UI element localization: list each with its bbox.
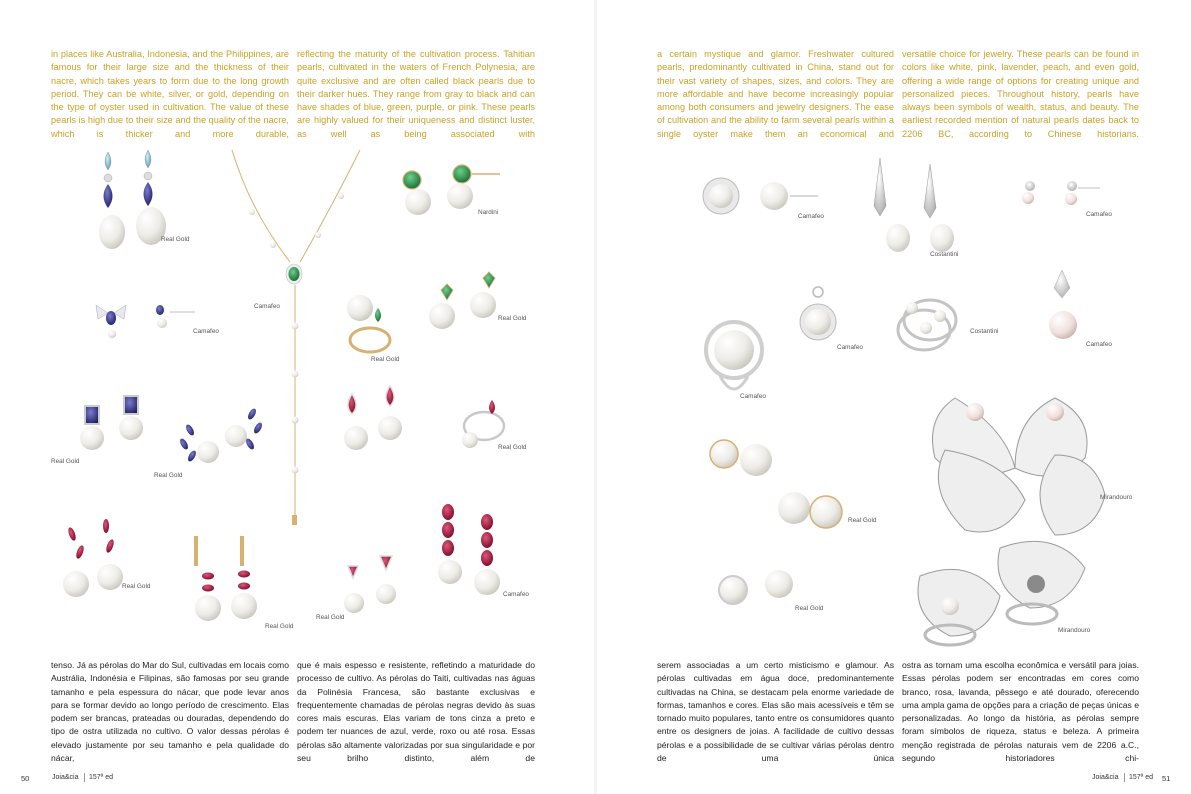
caption-real-gold: Real Gold xyxy=(154,472,183,479)
magazine-name-left: Joia&cia xyxy=(52,774,79,781)
caption-nardini: Nardini xyxy=(478,209,499,216)
caption-costantini: Costantini xyxy=(970,328,999,335)
caption-real-gold: Real Gold xyxy=(371,356,400,363)
caption-real-gold: Real Gold xyxy=(498,444,527,451)
caption-costantini: Costantini xyxy=(930,251,959,258)
caption-real-gold: Real Gold xyxy=(848,517,877,524)
edition-left: 157ª ed xyxy=(89,774,114,781)
caption-real-gold: Real Gold xyxy=(265,623,294,630)
small-diamond-pearl-studs xyxy=(1022,181,1100,205)
caption-camafeo: Camafeo xyxy=(254,303,280,310)
english-text-col4: versatile choice for jewelry. These pearls can be found in colors like white, pink, lavender, peach, and even gold, offering a wide range of options for creating unique and personalized pieces. Throughout history, pearls have always been symbols of wealth, status, and beauty. The earliest recorded mention of natural pearls dates back to 2206 BC, according to Chinese historians. xyxy=(902,49,1139,139)
caption-real-gold: Real Gold xyxy=(122,583,151,590)
halo-pearl-studs xyxy=(703,178,818,214)
caption-mirandouro: Mirandouro xyxy=(1058,627,1091,634)
caption-mirandouro: Mirandouro xyxy=(1100,494,1133,501)
sapphire-leaf-climbers xyxy=(178,407,263,463)
ruby-cluster-drops xyxy=(438,504,500,595)
caption-camafeo: Camafeo xyxy=(740,393,766,400)
portuguese-text-col2: que é mais espesso e resistente, refletindo a maturidade do processo de cultivo. As pérolas do Taiti, cultivadas nas águas da Polinésia Francesa, são bastante exclusivas e frequentemente chamadas de pérolas negras devido às suas cores mais escuras. Elas variam de tons cinza a preto e podem ter nuances de azul, verde, roxo ou até rosa. Essas pérolas são altamente valorizadas por sua singularidade e por seu brilho distinto, além de xyxy=(297,660,535,764)
portuguese-text-col4: ostra as tornam uma escolha econômica e versátil para joias. Essas pérolas podem ser encontradas em cores como branco, rosa, lavanda, pêssego e até dourado, oferecendo uma ampla gama de opções para a criação de peças únicas e personalizadas. Ao longo da história, as pérolas sempre foram símbolos de riqueza, status e beleza. A primeira menção registrada de pérolas naturais vem de 2206 a.C., segundo historiadores chi- xyxy=(902,660,1139,764)
halo-pearl-ring xyxy=(706,322,762,389)
necklace-pearls xyxy=(249,193,344,525)
caption-camafeo: Camafeo xyxy=(1086,341,1112,348)
caption-real-gold: Real Gold xyxy=(316,614,345,621)
emerald-pearl-studs xyxy=(429,272,496,329)
caption-real-gold: Real Gold xyxy=(51,458,80,465)
page-number-left: 50 xyxy=(21,774,30,783)
ruby-marquise-earrings xyxy=(63,519,123,597)
ruby-triangle-studs xyxy=(344,556,396,613)
caption-camafeo: Camafeo xyxy=(837,344,863,351)
caption-real-gold: Real Gold xyxy=(498,315,527,322)
pearl-pendant xyxy=(800,287,836,340)
edition-right: 157ª ed xyxy=(1129,774,1154,781)
butterfly-earrings xyxy=(96,305,195,338)
caption-camafeo: Camafeo xyxy=(193,328,219,335)
portuguese-text-col1: tenso. Já as pérolas do Mar do Sul, cultivadas em locais como Austrália, Indonésia e Filipinas, são famosas por seu grande tamanho e pela espessura do nácar, que pode levar anos para se formar devido ao longo período de crescimento. Elas podem ser brancas, prateadas ou douradas, dependendo do tipo de ostra utilizada no cultivo. O valor dessas pérolas é elevado justamente por seu tamanho e pela qualidade do nácar, xyxy=(51,660,289,764)
caption-camafeo: Camafeo xyxy=(1086,211,1112,218)
ruby-halo-pearl-drops xyxy=(344,386,402,450)
flower-pearl-studs xyxy=(719,570,793,604)
portuguese-text-col3: serem associadas a um certo misticismo e glamour. As pérolas cultivadas em água doce, predominantemente cultivadas na China, se destacam pela enorme variedade de formas, tamanhos e cores. Elas são mais acessíveis e têm se tornado muito populares, tanto entre os consumidores quanto entre os designers de joias. A facilidade de cultivo dessas pérolas e a possibilidade de se cultivar várias pérolas dentro de uma única xyxy=(657,660,894,764)
ruby-flower-hoops xyxy=(195,536,257,621)
ginkgo-leaf-earrings xyxy=(933,398,1106,535)
caption-real-gold: Real Gold xyxy=(161,236,190,243)
pink-pearl-pendant xyxy=(1049,270,1077,339)
star-halo-earrings xyxy=(710,440,842,528)
caption-camafeo: Camafeo xyxy=(503,591,529,598)
page-number-right: 51 xyxy=(1162,774,1171,783)
sapphire-halo-earrings xyxy=(80,396,143,450)
caption-camafeo: Camafeo xyxy=(798,213,824,220)
english-text-col3: a certain mystique and glamor. Freshwater cultured pearls, predominantly cultivated in China, stand out for their vast variety of shapes, sizes, and colors. They are more affordable and have become increasingly popular among both consumers and jewelry designers. The ease of cultivation and the ability to farm several pearls within a single oyster make them an economical and xyxy=(657,49,894,139)
english-text-col2: reflecting the maturity of the cultivation process. Tahitian pearls, cultivated in the waters of French Polynesia, are quite exclusive and are often called black pearls due to their darker hues. They range from gray to black and can have shades of blue, green, purple, or pink. These pearls are highly valued for their uniqueness and distinct luster, as well as being associated with xyxy=(297,49,535,139)
footer-divider xyxy=(84,773,85,782)
footer-divider xyxy=(1124,773,1125,782)
emerald-y-necklace xyxy=(232,150,360,520)
caption-real-gold: Real Gold xyxy=(795,605,824,612)
diamond-drop-earrings xyxy=(874,158,954,252)
multi-band-pearl-ring xyxy=(898,300,956,350)
magazine-name-right: Joia&cia xyxy=(1092,774,1119,781)
aquamarine-pearl-earrings xyxy=(99,150,166,249)
english-text-col1: in places like Australia, Indonesia, and the Philippines, are famous for their large size and the thickness of their nacre, which takes years to form due to the long growth period. They can be white, silver, or gold, depending on the type of oyster used in cultivation. The value of these pearls is high due to their size and the quality of the nacre, which is thicker and more durable, xyxy=(51,49,289,139)
ruby-pearl-open-ring xyxy=(462,400,504,448)
pearl-emerald-ring xyxy=(347,295,390,352)
nardini-green-earrings xyxy=(403,165,500,215)
